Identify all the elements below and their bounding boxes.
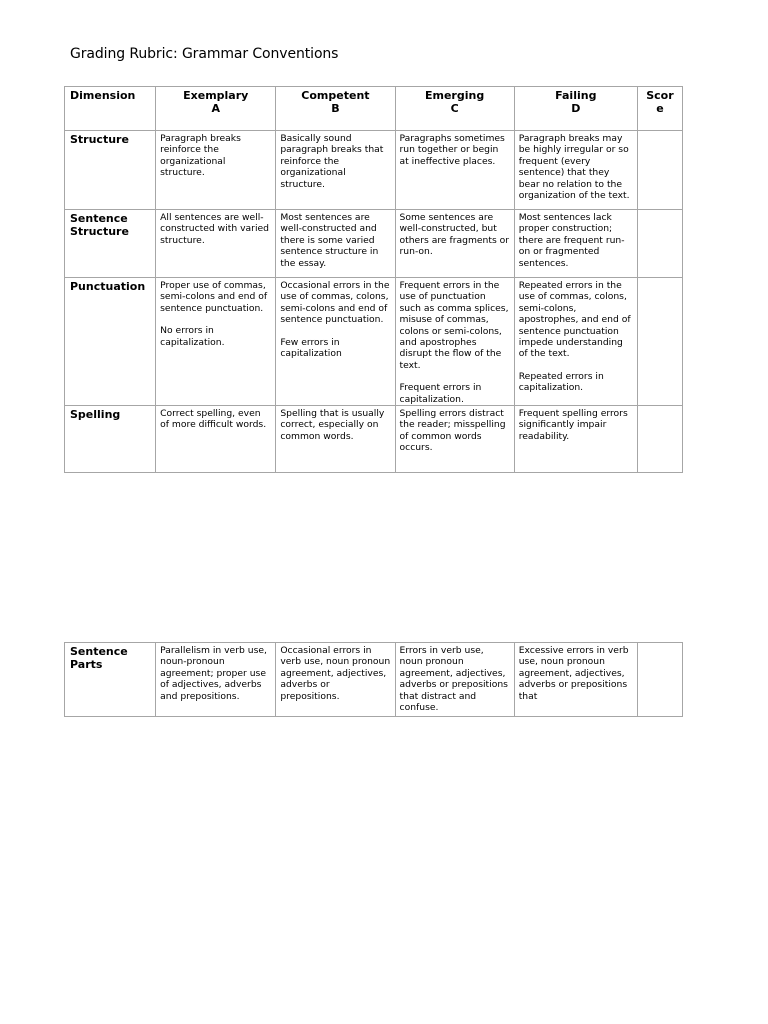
cell-structure-emerging: Paragraphs sometimes run together or begin at ineffective places. <box>395 131 514 210</box>
cell-punctuation-competent-p1: Occasional errors in the use of commas, colons, semi-colons and end of sentence punctuation. <box>280 280 390 326</box>
score-cell-sentence-parts[interactable] <box>637 643 682 717</box>
cell-punctuation-failing-p2: Repeated errors in capitalization. <box>518 370 604 394</box>
header-failing-grade: D <box>571 102 581 115</box>
cell-sentence-parts-failing: Excessive errors in verb use, noun pronoun agreement, adjectives, adverbs or prepositions that <box>514 643 637 717</box>
cell-punctuation-failing <box>514 278 637 406</box>
header-score-part1: Scor <box>646 89 674 102</box>
dimension-punctuation: Punctuation <box>65 278 156 406</box>
cell-punctuation-emerging-p2: Frequent errors in capitalization. <box>399 382 482 405</box>
cell-sentence-parts-exemplary: Parallelism in verb use, noun-pronoun agreement; proper use of adjectives, adverbs and prepositions. <box>156 643 276 717</box>
table-row-spelling <box>65 406 683 473</box>
dimension-sentence-parts <box>65 643 156 717</box>
cell-structure-exemplary: Paragraph breaks reinforce the organizational structure. <box>156 131 276 210</box>
cell-punctuation-emerging <box>395 278 514 406</box>
cell-punctuation-competent-p2: Few errors in capitalization <box>280 336 342 360</box>
cell-punctuation-failing-p1: Repeated errors in the use of commas, colons, semi-colons, apostrophes, and end of sentence punctuation impede understanding of the text. <box>518 280 631 360</box>
cell-punctuation-exemplary-p2: No errors in capitalization. <box>160 325 225 348</box>
cell-spelling-failing: Frequent spelling errors significantly impair readability. <box>514 406 637 473</box>
header-score <box>637 87 682 131</box>
cell-structure-competent: Basically sound paragraph breaks that reinforce the organizational structure. <box>276 131 395 210</box>
cell-punctuation-exemplary-p1: Proper use of commas, semi-colons and end of sentence punctuation. <box>160 280 268 314</box>
cell-sentence-structure-emerging: Some sentences are well-constructed, but others are fragments or run-on. <box>395 210 514 278</box>
score-cell-spelling[interactable] <box>637 406 682 473</box>
dimension-spelling: Spelling <box>65 406 156 473</box>
cell-spelling-emerging: Spelling errors distract the reader; misspelling of common words occurs. <box>395 406 514 473</box>
cell-sentence-structure-exemplary: All sentences are well-constructed with varied structure. <box>156 210 276 278</box>
cell-spelling-competent: Spelling that is usually correct, especially on common words. <box>276 406 395 473</box>
dimension-sentence-parts-line1: Sentence <box>70 645 128 658</box>
header-competent-grade: B <box>331 102 340 115</box>
score-cell-punctuation[interactable] <box>637 278 682 406</box>
header-emerging <box>395 87 514 131</box>
header-failing <box>514 87 637 131</box>
dimension-sentence-structure <box>65 210 156 278</box>
cell-structure-failing: Paragraph breaks may be highly irregular or so frequent (every sentence) that they bear no relation to the organization of the text. <box>514 131 637 210</box>
rubric-table <box>64 86 683 473</box>
header-exemplary <box>156 87 276 131</box>
table-row-punctuation <box>65 278 683 406</box>
dimension-sentence-structure-line2: Structure <box>70 225 129 238</box>
page-title: Grading Rubric: Grammar Conventions <box>70 46 339 62</box>
header-row <box>65 87 683 131</box>
cell-sentence-structure-competent: Most sentences are well-constructed and there is some varied sentence structure in the essay. <box>276 210 395 278</box>
dimension-sentence-parts-line2: Parts <box>70 658 103 671</box>
cell-sentence-parts-emerging: Errors in verb use, noun pronoun agreement, adjectives, adverbs or prepositions that distract and confuse. <box>395 643 514 717</box>
table-row-sentence-parts <box>65 643 683 717</box>
header-exemplary-grade: A <box>211 102 220 115</box>
table-row-sentence-structure <box>65 210 683 278</box>
header-failing-label: Failing <box>555 89 597 102</box>
table-row-structure <box>65 131 683 210</box>
score-cell-structure[interactable] <box>637 131 682 210</box>
header-competent-label: Competent <box>301 89 370 102</box>
dimension-structure: Structure <box>65 131 156 210</box>
header-dimension: Dimension <box>65 87 156 131</box>
header-score-part2: e <box>656 102 664 115</box>
cell-sentence-parts-competent: Occasional errors in verb use, noun pronoun agreement, adjectives, adverbs or prepositions. <box>276 643 395 717</box>
header-competent <box>276 87 395 131</box>
dimension-sentence-structure-line1: Sentence <box>70 212 128 225</box>
header-emerging-label: Emerging <box>425 89 485 102</box>
cell-punctuation-emerging-p1: Frequent errors in the use of punctuation such as comma splices, misuse of commas, colons or semi-colons, and apostrophes disrupt the flow of the text. <box>399 280 509 371</box>
cell-spelling-exemplary: Correct spelling, even of more difficult words. <box>156 406 276 473</box>
cell-sentence-structure-failing: Most sentences lack proper construction; there are frequent run-on or fragmented sentences. <box>514 210 637 278</box>
header-exemplary-label: Exemplary <box>183 89 249 102</box>
score-cell-sentence-structure[interactable] <box>637 210 682 278</box>
cell-punctuation-competent <box>276 278 395 406</box>
cell-punctuation-exemplary <box>156 278 276 406</box>
header-emerging-grade: C <box>450 102 459 115</box>
rubric-table-continued <box>64 642 683 717</box>
